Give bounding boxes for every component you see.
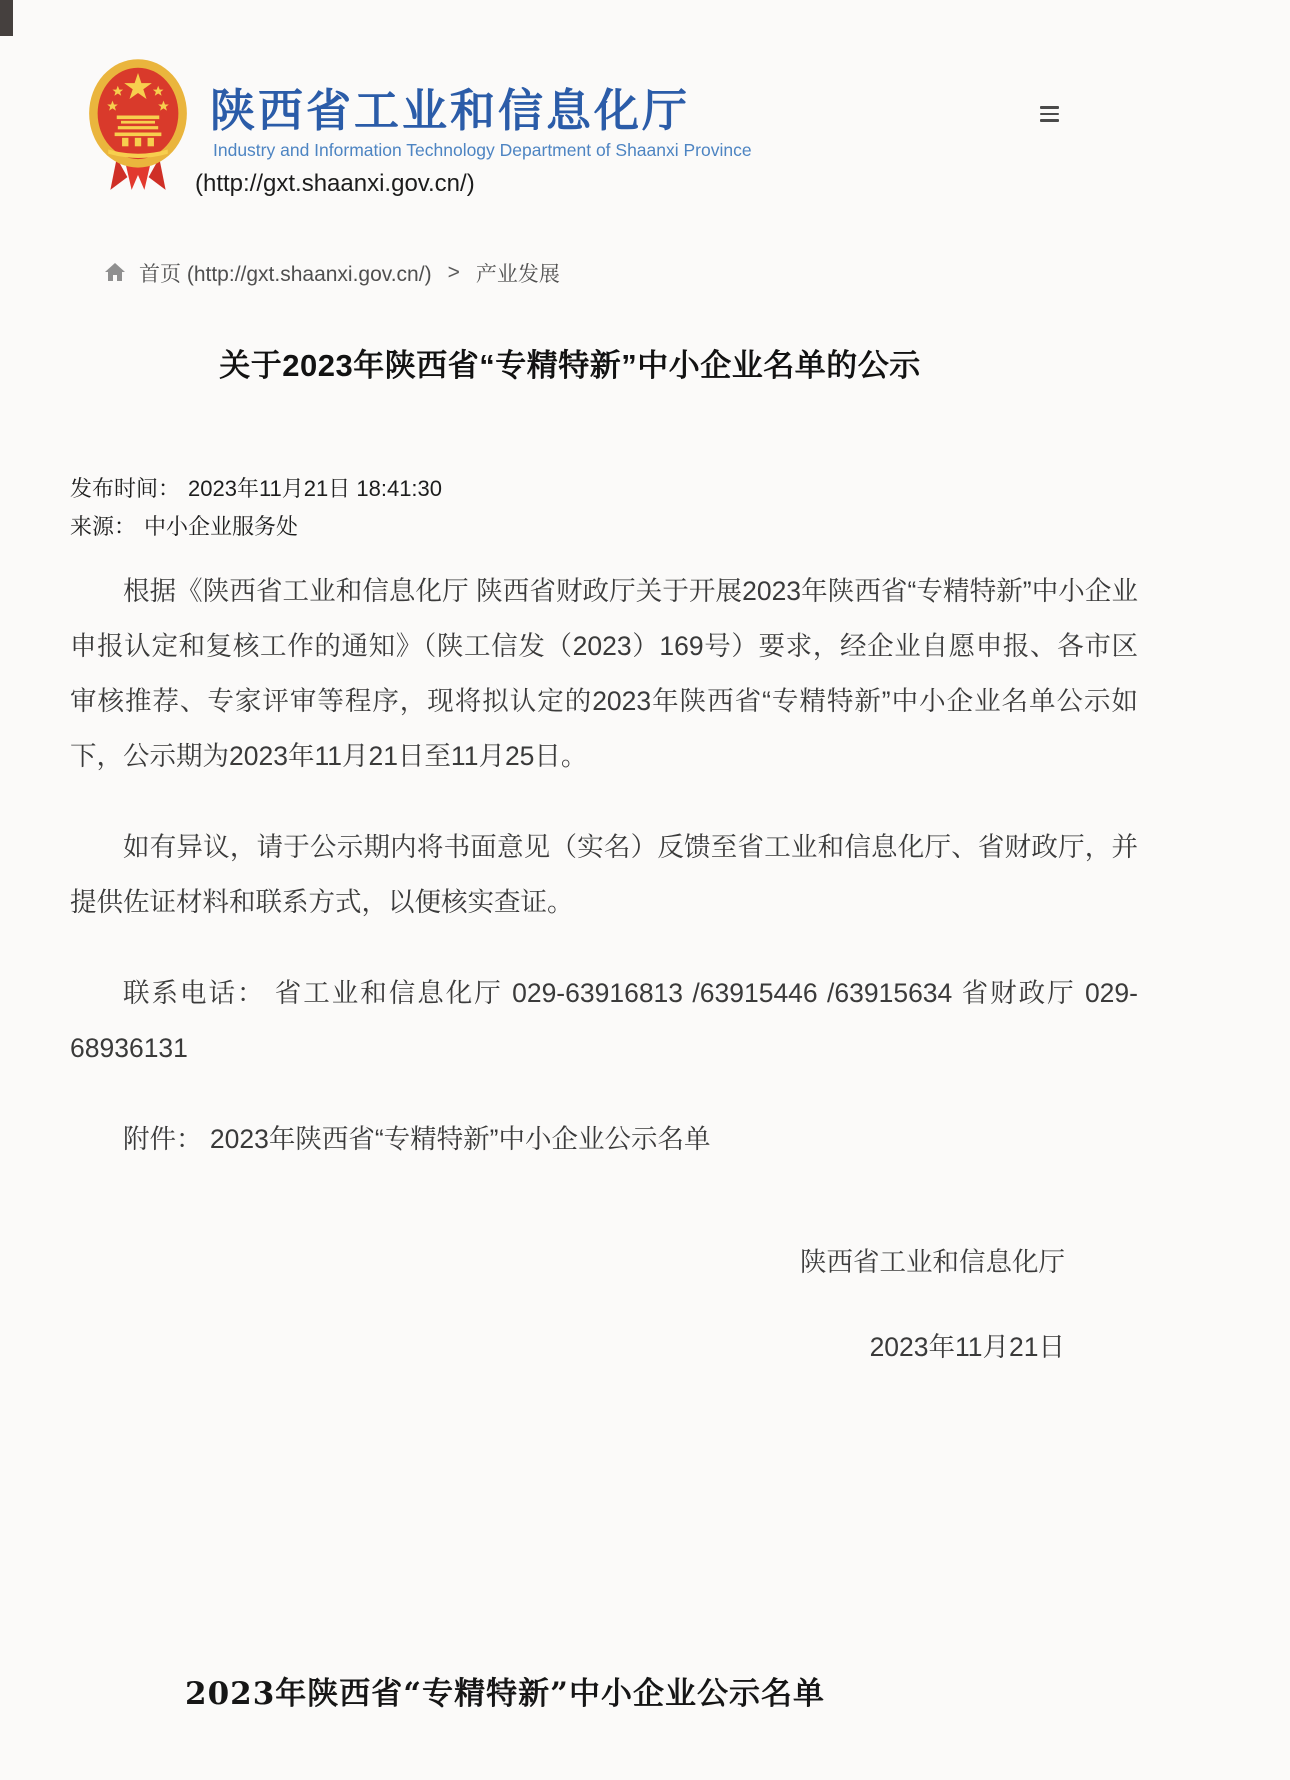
hamburger-menu-icon[interactable] — [1040, 104, 1064, 124]
signature-date: 2023年11月21日 — [869, 1332, 1065, 1362]
article-title: 关于2023年陕西省“专精特新”中小企业名单的公示 — [219, 348, 921, 383]
signature-block — [70, 1235, 1135, 1375]
signature-org: 陕西省工业和信息化厅 — [800, 1247, 1065, 1277]
page-corner-mark — [0, 0, 13, 36]
site-url-link[interactable]: (http://gxt.shaanxi.gov.cn/) — [195, 170, 475, 197]
publish-time-row — [70, 470, 442, 508]
source-value: 中小企业服务处 — [144, 514, 299, 539]
attachment-heading: 2023年陕西省“专精特新”中小企业公示名单 — [185, 1676, 825, 1712]
breadcrumb-separator: > — [447, 261, 460, 284]
article-body — [70, 564, 1138, 1203]
publish-time-value: 2023年11月21日 18:41:30 — [188, 476, 443, 501]
breadcrumb-home-link[interactable]: 首页 (http://gxt.shaanxi.gov.cn/) — [139, 263, 432, 286]
source-label: 来源： — [70, 514, 137, 539]
home-icon — [103, 260, 127, 284]
paragraph-3-contacts: 联系电话： 省工业和信息化厅 029-63916813 /63915446 /63915634 省财政厅 029-68936131 — [70, 978, 1138, 1063]
site-title: 陕西省工业和信息化厅 — [210, 85, 691, 136]
site-subtitle-en: Industry and Information Technology Department of Shaanxi Province — [213, 140, 752, 160]
paragraph-4-attachment: 附件： 2023年陕西省“专精特新”中小企业公示名单 — [123, 1124, 711, 1154]
article-meta — [70, 470, 442, 546]
breadcrumb — [103, 258, 560, 288]
paragraph-1: 根据《陕西省工业和信息化厅 陕西省财政厅关于开展2023年陕西省“专精特新”中小企业申报认定和复核工作的通知》（陕工信发（2023）169号）要求，经企业自愿申报、各市区审核推荐、专家评审等程序，现将拟认定的2023年陕西省“专精特新”中小企业名单公示如下，公示期为2023年11月21日至11月25日。 — [70, 576, 1138, 771]
source-row — [70, 508, 442, 546]
national-emblem-logo[interactable] — [84, 56, 192, 192]
paragraph-2: 如有异议，请于公示期内将书面意见（实名）反馈至省工业和信息化厅、省财政厅，并提供佐证材料和联系方式，以便核实查证。 — [70, 832, 1138, 917]
publish-time-label: 发布时间： — [70, 476, 181, 501]
breadcrumb-current[interactable]: 产业发展 — [475, 263, 560, 286]
